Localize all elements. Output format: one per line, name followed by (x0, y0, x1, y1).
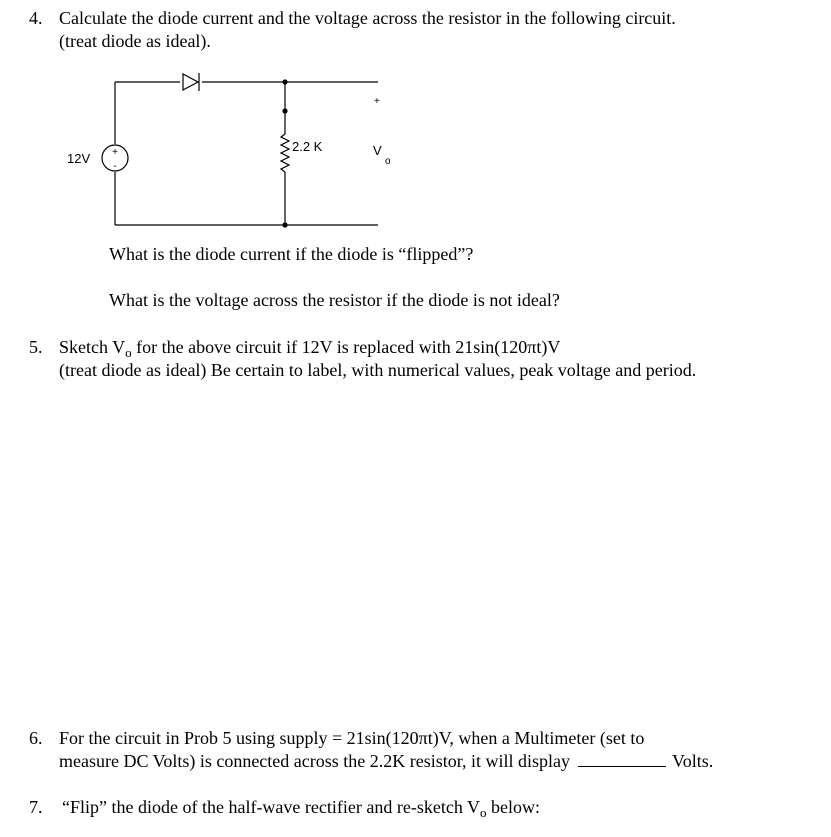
q4-line2: (treat diode as ideal). (59, 31, 211, 51)
q6-number: 6. (29, 728, 43, 748)
q5-line1-b: for the above circuit if 12V is replaced with 21sin(120πt)V (131, 337, 561, 357)
q7-text-b: below: (486, 797, 540, 817)
q6-unit: Volts. (672, 751, 714, 771)
q4-line1: Calculate the diode current and the voltage across the resistor in the following circuit. (59, 8, 676, 28)
q4-sub2: What is the voltage across the resistor if the diode is not ideal? (109, 290, 560, 310)
resistor-icon (281, 134, 289, 172)
q5-line1-a: Sketch V (59, 337, 126, 357)
q6-line2 (59, 750, 713, 772)
source-label: 12V (67, 151, 91, 166)
diode-icon (183, 73, 199, 91)
q7-line (62, 796, 540, 818)
junction-mid-dot (282, 108, 287, 113)
vout-subscript: o (385, 156, 391, 167)
q6-answer-blank[interactable] (578, 752, 666, 767)
voltage-source-icon (102, 145, 128, 172)
q4-sub1: What is the diode current if the diode is “flipped”? (109, 244, 474, 264)
q6-line2-text: measure DC Volts) is connected across the 2.2K resistor, it will display (59, 751, 571, 771)
source-plus-label: + (112, 147, 118, 158)
q7-number: 7. (29, 797, 43, 817)
q4-number: 4. (29, 8, 43, 28)
resistor-label: 2.2 K (292, 139, 323, 154)
q6-line1: For the circuit in Prob 5 using supply = 21sin(120πt)V, when a Multimeter (set to (59, 728, 645, 748)
output-plus-label: + (374, 96, 380, 107)
vout-label: V (373, 143, 382, 158)
q5-line1 (59, 336, 560, 358)
source-minus-label: - (113, 161, 117, 172)
q5-vo-subscript: o (125, 345, 132, 360)
q7-vo-subscript: o (480, 805, 487, 820)
q7-text-a: “Flip” the diode of the half-wave rectifier and re-sketch V (62, 797, 480, 817)
junction-top-dot (282, 79, 287, 84)
junction-bottom-dot (282, 222, 287, 227)
q5-line2: (treat diode as ideal) Be certain to label, with numerical values, peak voltage and period. (59, 360, 697, 380)
q5-number: 5. (29, 337, 43, 357)
